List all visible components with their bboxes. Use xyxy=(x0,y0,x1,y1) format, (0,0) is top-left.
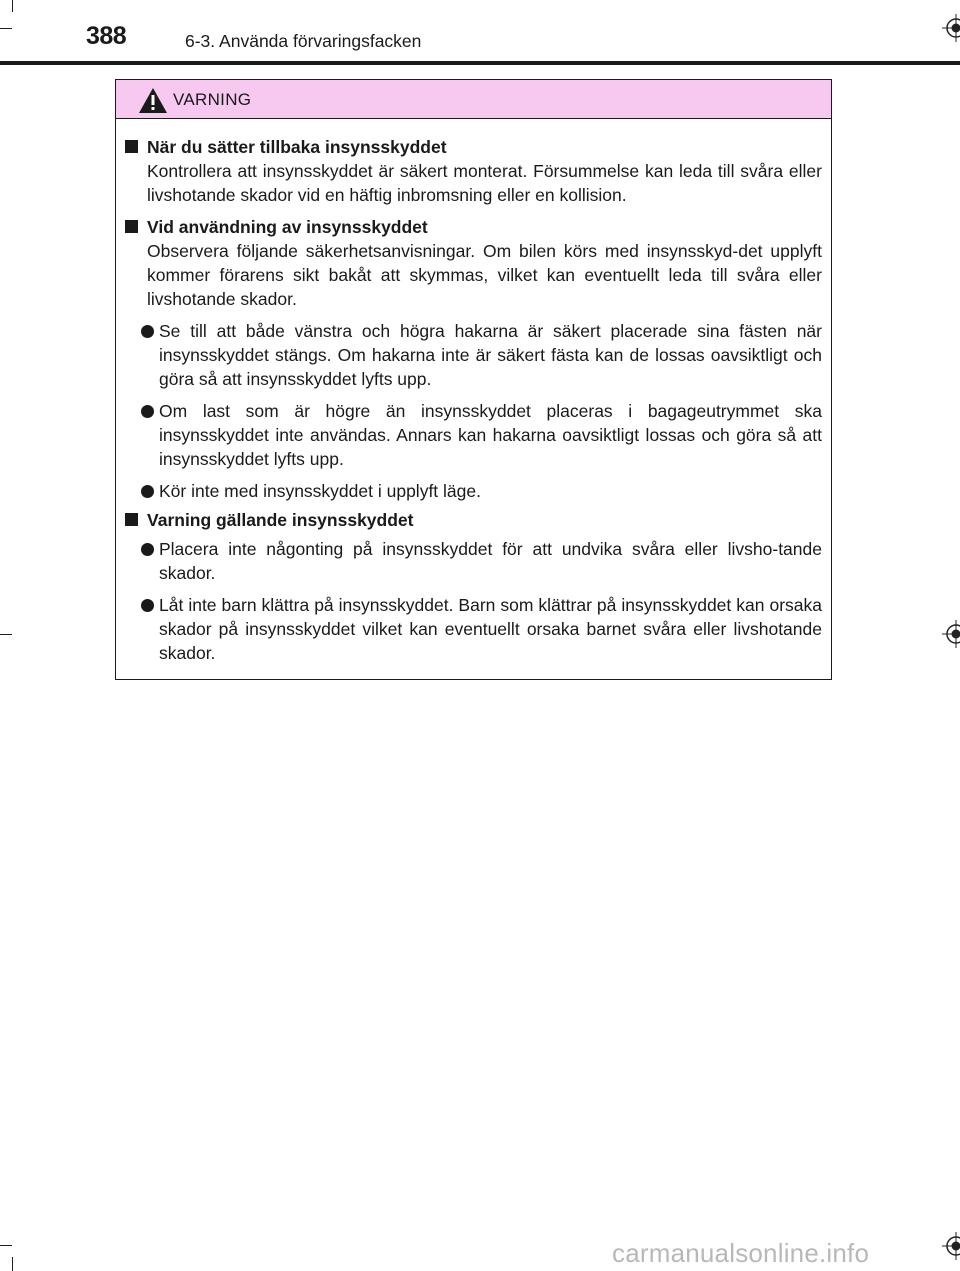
round-bullet-icon xyxy=(141,405,154,418)
crop-mark-bottom-left-v xyxy=(12,1257,13,1271)
list-item-text: Placera inte någonting på insynsskyddet för att undvika svåra eller livsho-tande skador. xyxy=(159,539,822,583)
list-item-text: Om last som är högre än insynsskyddet placeras i bagageutrymmet ska insynsskyddet inte användas. Annars kan hakarna oavsiktligt lossas och göra så att insynsskyddet lyfts upp. xyxy=(159,401,822,469)
warning-label: VARNING xyxy=(173,90,252,109)
section-heading-2 xyxy=(125,215,822,239)
square-bullet-icon xyxy=(125,220,138,233)
section-heading-text: Vid användning av insynsskyddet xyxy=(147,217,428,237)
crop-mark-bottom-left xyxy=(0,1245,12,1246)
watermark: carmanualsonline.info xyxy=(612,1238,870,1268)
round-bullet-icon xyxy=(141,485,154,498)
list-item xyxy=(125,319,822,391)
list-item xyxy=(125,537,822,585)
section-paragraph-1: Kontrollera att insynsskyddet är säkert monterat. Försummelse kan leda till svåra eller livshotande skador vid en häftig inbromsning eller en kollision. xyxy=(147,161,822,205)
section-paragraph-2: Observera följande säkerhetsanvisningar. Om bilen körs med insynsskyd-det upplyft kommer förarens sikt bakåt att skymmas, vilket kan eventuellt leda till svåra eller livshotande skador. xyxy=(147,241,822,309)
crop-mark-top-left xyxy=(0,28,12,29)
warning-box xyxy=(115,79,832,680)
square-bullet-icon xyxy=(125,140,138,153)
section-heading-3 xyxy=(125,508,822,532)
list-item xyxy=(125,399,822,471)
round-bullet-icon xyxy=(141,325,154,338)
list-item xyxy=(125,479,822,503)
list-item-text: Låt inte barn klättra på insynsskyddet. Barn som klättrar på insynsskyddet kan orsaka skador på insynsskyddet vilket kan eventuellt orsaka barnet svåra eller livshotande skador. xyxy=(159,595,822,663)
square-bullet-icon xyxy=(125,513,138,526)
list-item-text: Se till att både vänstra och högra hakarna är säkert placerade sina fästen när insynsskyddet stängs. Om hakarna inte är säkert fästa kan de lossas oavsiktligt och göra så att insynsskyddet lyfts upp. xyxy=(159,321,822,389)
section-title: 6-3. Använda förvaringsfacken xyxy=(185,31,422,51)
round-bullet-icon xyxy=(141,599,154,612)
crop-mark-top-left-v xyxy=(12,0,13,12)
round-bullet-icon xyxy=(141,543,154,556)
list-item-text: Kör inte med insynsskyddet i upplyft läge. xyxy=(159,481,481,501)
page-number: 388 xyxy=(86,22,127,50)
section-heading-text: När du sätter tillbaka insynsskyddet xyxy=(147,137,447,157)
warning-body xyxy=(116,119,831,665)
registration-mark-top-icon xyxy=(942,14,960,42)
section-heading-text: Varning gällande insynsskyddet xyxy=(147,510,414,530)
header-rule xyxy=(0,61,960,65)
registration-mark-middle-icon xyxy=(942,620,960,648)
section-heading-1 xyxy=(125,135,822,159)
list-item xyxy=(125,593,822,665)
registration-mark-bottom-icon xyxy=(942,1232,960,1260)
warning-triangle-icon xyxy=(138,87,168,114)
crop-mark-mid-left xyxy=(0,634,12,635)
warning-header xyxy=(116,80,831,119)
